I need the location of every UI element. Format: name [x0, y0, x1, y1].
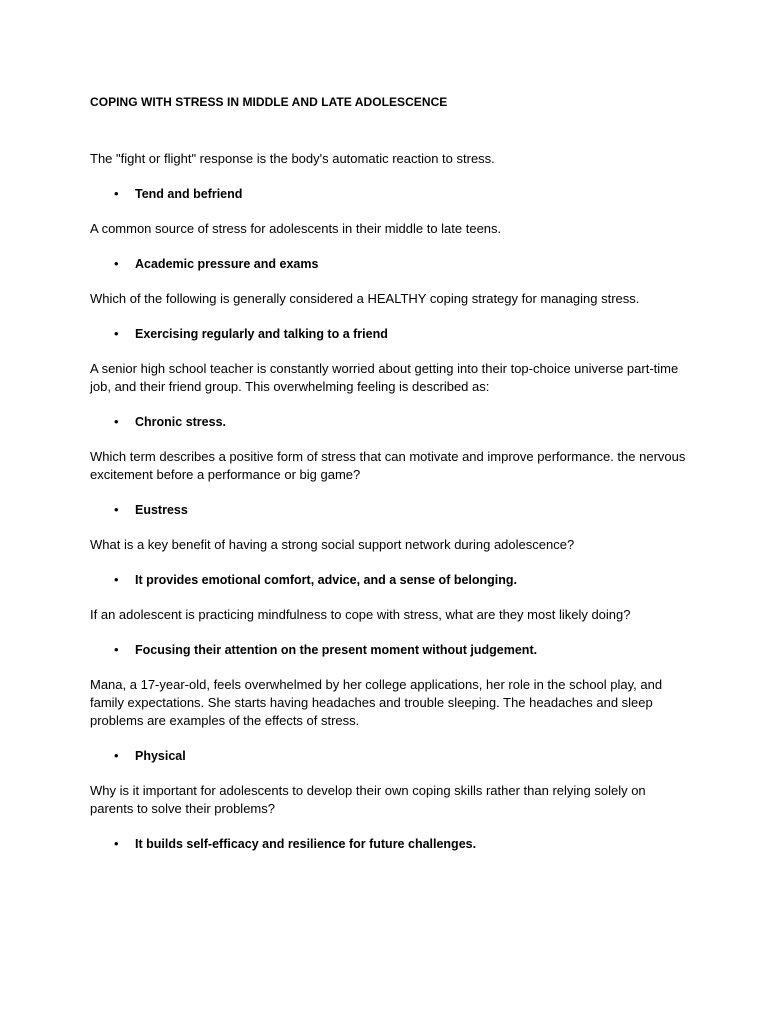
answer-item	[90, 501, 690, 519]
document-title: COPING WITH STRESS IN MIDDLE AND LATE ADOLESCENCE	[90, 95, 448, 109]
answer-item	[90, 747, 690, 765]
answer-text: It provides emotional comfort, advice, and a sense of belonging.	[135, 573, 518, 587]
answer-item	[90, 571, 690, 589]
bullet-icon: •	[114, 326, 119, 341]
bullet-icon: •	[114, 186, 119, 201]
answer-text: Tend and befriend	[135, 187, 243, 201]
question-text: Mana, a 17-year-old, feels overwhelmed by her college applications, her role in the school play, and family expectations. She starts having headaches and trouble sleeping. The headaches and sleep problems are examples of the effects of stress.	[90, 677, 663, 728]
bullet-icon: •	[114, 642, 119, 657]
document-body	[90, 94, 690, 870]
bullet-icon: •	[114, 414, 119, 429]
answer-text: It builds self-efficacy and resilience for future challenges.	[135, 837, 477, 851]
answer-text: Focusing their attention on the present moment without judgement.	[135, 643, 538, 657]
answer-item	[90, 641, 690, 659]
answer-text: Eustress	[135, 503, 188, 517]
bullet-icon: •	[114, 836, 119, 851]
answer-item	[90, 325, 690, 343]
answer-text: Academic pressure and exams	[135, 257, 319, 271]
answer-text: Physical	[135, 749, 186, 763]
answer-item	[90, 255, 690, 273]
question-text: Which term describes a positive form of stress that can motivate and improve performance. the nervous excitement before a performance or big game?	[90, 449, 686, 482]
answer-text: Chronic stress.	[135, 415, 227, 429]
bullet-icon: •	[114, 256, 119, 271]
question-text: A senior high school teacher is constantly worried about getting into their top-choice universe part-time job, and their friend group. This overwhelming feeling is described as:	[90, 361, 679, 394]
question-text: What is a key benefit of having a strong social support network during adolescence?	[90, 537, 575, 552]
bullet-icon: •	[114, 748, 119, 763]
question-text: Which of the following is generally considered a HEALTHY coping strategy for managing stress.	[90, 291, 640, 306]
bullet-icon: •	[114, 572, 119, 587]
question-text: If an adolescent is practicing mindfulness to cope with stress, what are they most likely doing?	[90, 607, 631, 622]
answer-item	[90, 185, 690, 203]
question-text: The "fight or flight" response is the body's automatic reaction to stress.	[90, 151, 495, 166]
answer-item	[90, 413, 690, 431]
question-text: Why is it important for adolescents to develop their own coping skills rather than relying solely on parents to solve their problems?	[90, 783, 646, 816]
answer-text: Exercising regularly and talking to a friend	[135, 327, 388, 341]
bullet-icon: •	[114, 502, 119, 517]
answer-item	[90, 835, 690, 853]
question-text: A common source of stress for adolescents in their middle to late teens.	[90, 221, 502, 236]
